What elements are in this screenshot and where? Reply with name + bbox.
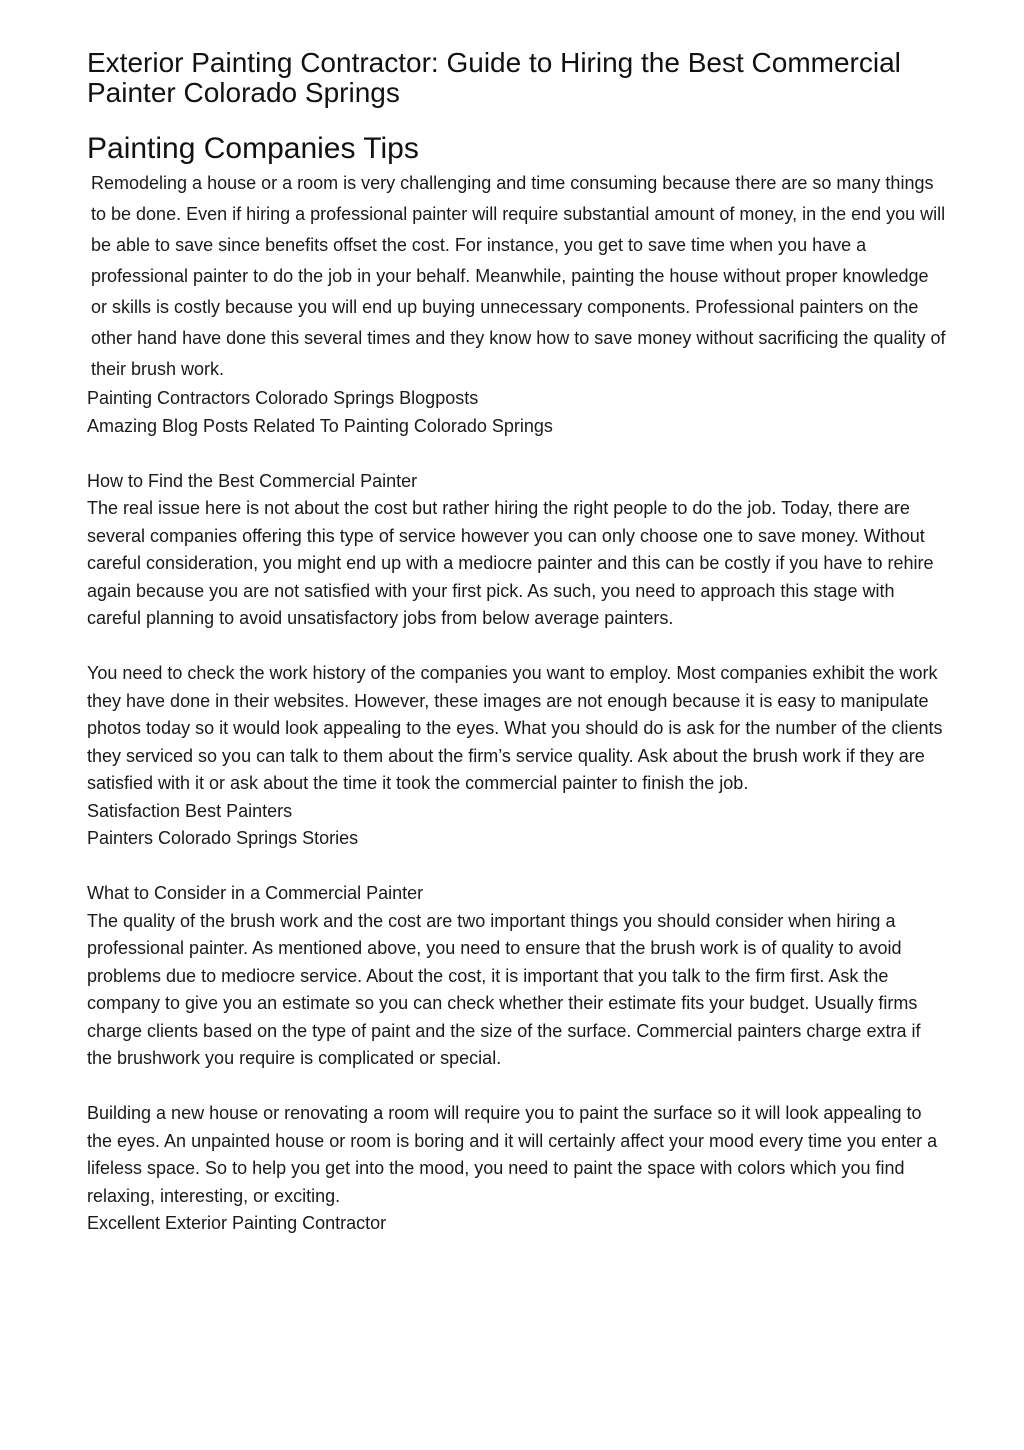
link-satisfaction-best-painters[interactable]: Satisfaction Best Painters — [87, 800, 293, 821]
link-painting-contractors-blogposts[interactable]: Painting Contractors Colorado Springs Blogposts — [87, 388, 479, 408]
paragraph-real-issue: The real issue here is not about the cost but rather hiring the right people to do the job. Today, there are several companies offering this type of service however you can only choose one to save money. Without careful consideration, you might end up with a mediocre painter and this can be costly if you have to rehire again because you are not satisfied with your first pick. As such, you need to approach this stage with careful planning to avoid unsatisfactory jobs from below average painters. — [87, 498, 934, 628]
document-page — [87, 48, 947, 1238]
paragraph-work-history: You need to check the work history of the companies you want to employ. Most companies exhibit the work they have done in their websites. However, these images are not enough because it is easy to manipulate photos today so it would look appealing to the eyes. What you should do is ask for the number of the clients they serviced so you can talk to them about the firm’s service quality. Ask about the brush work if they are satisfied with it or ask about the time it took the commercial painter to finish the job. — [87, 663, 943, 793]
intro-paragraph: Remodeling a house or a room is very challenging and time consuming because there are so many things to be done. Even if hiring a professional painter will require substantial amount of money, in the end you will be able to save since benefits offset the cost. For instance, you get to save time when you have a professional painter to do the job in your behalf. Meanwhile, painting the house without proper knowledge or skills is costly because you will end up buying unnecessary components. Professional painters on the other hand have done this several times and they know how to save money without sacrificing the quality of their brush work. — [91, 173, 946, 379]
document-title: Exterior Painting Contractor: Guide to Hiring the Best Commercial Painter Colorado Springs — [87, 47, 901, 108]
intro-block — [87, 168, 947, 385]
link-excellent-exterior-painting[interactable]: Excellent Exterior Painting Contractor — [87, 1213, 387, 1233]
link-amazing-blog-posts[interactable]: Amazing Blog Posts Related To Painting Colorado Springs — [87, 415, 553, 436]
spacer — [87, 440, 947, 468]
spacer — [87, 633, 947, 661]
spacer — [87, 853, 947, 881]
section-title-painting-tips: Painting Companies Tips — [87, 132, 419, 165]
heading-what-to-consider: What to Consider in a Commercial Painter — [87, 883, 424, 903]
link-painters-colorado-springs-stories[interactable]: Painters Colorado Springs Stories — [87, 828, 359, 848]
heading-find-best-painter: How to Find the Best Commercial Painter — [87, 470, 418, 491]
spacer — [87, 1073, 947, 1101]
paragraph-building-new-house: Building a new house or renovating a room will require you to paint the surface so it will look appealing to the eyes. An unpainted house or room is boring and it will certainly affect your mood every time you enter a lifeless space. So to help you get into the mood, you need to paint the space with colors which you find relaxing, interesting, or exciting. — [87, 1103, 938, 1206]
paragraph-quality-and-cost: The quality of the brush work and the cost are two important things you should consider when hiring a professional painter. As mentioned above, you need to ensure that the brush work is of quality to avoid problems due to mediocre service. About the cost, it is important that you talk to the firm first. Ask the company to give you an estimate so you can check whether their estimate fits your budget. Usually firms charge clients based on the type of paint and the size of the surface. Commercial painters charge extra if the brushwork you require is complicated or special. — [87, 910, 921, 1068]
